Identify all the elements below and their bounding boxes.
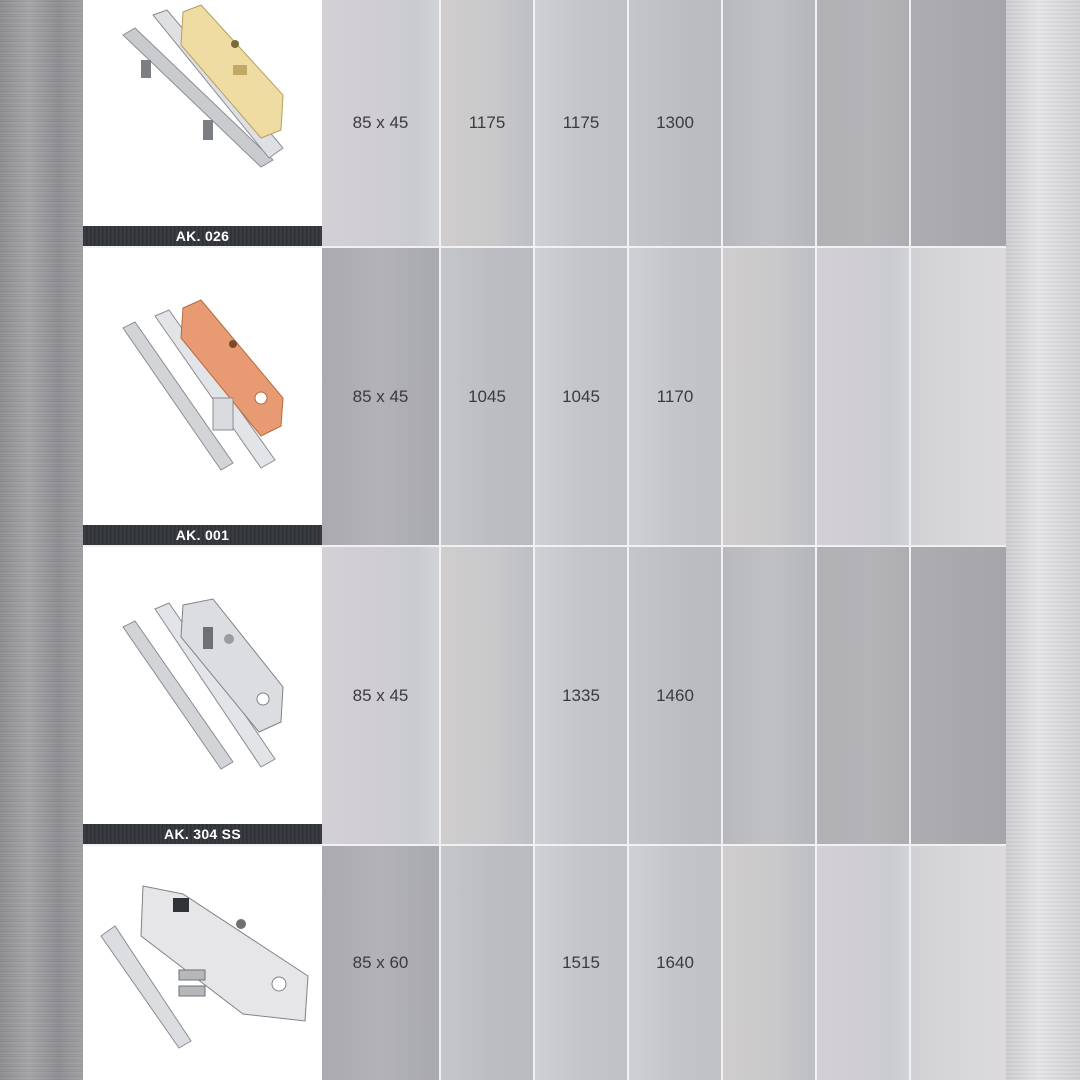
row-divider — [83, 844, 1006, 846]
dimensions-cell: 85 x 45 — [322, 547, 439, 844]
empty-cell — [817, 248, 909, 545]
price-cell: 1170 — [629, 248, 721, 545]
empty-cell — [911, 547, 1006, 844]
price-cell: 1460 — [629, 547, 721, 844]
price-cell: 1045 — [535, 248, 627, 545]
dimensions-cell: 85 x 60 — [322, 846, 439, 1080]
row-divider — [83, 545, 1006, 547]
dimensions-cell: 85 x 45 — [322, 248, 439, 545]
product-model-label: AK. 001 — [83, 525, 322, 545]
price-cell: 1175 — [441, 0, 533, 246]
empty-cell — [817, 547, 909, 844]
column-divider — [627, 0, 629, 1080]
empty-cell — [723, 846, 815, 1080]
mortise-lock-icon — [83, 547, 322, 824]
product-image-cell — [83, 0, 322, 246]
product-model-label: AK. 304 SS — [83, 824, 322, 844]
empty-cell — [723, 0, 815, 246]
column-divider — [909, 0, 911, 1080]
product-model-label: AK. 026 — [83, 226, 322, 246]
row-divider — [83, 246, 1006, 248]
price-cell — [441, 547, 533, 844]
column-divider — [439, 0, 441, 1080]
price-cell: 1175 — [535, 0, 627, 246]
price-cell: 1335 — [535, 547, 627, 844]
column-divider — [815, 0, 817, 1080]
mortise-lock-icon — [83, 0, 322, 226]
price-cell: 1515 — [535, 846, 627, 1080]
dimensions-cell: 85 x 45 — [322, 0, 439, 246]
column-divider — [721, 0, 723, 1080]
product-image-cell — [83, 846, 322, 1080]
empty-cell — [723, 248, 815, 545]
table-row — [83, 0, 1006, 246]
empty-cell — [723, 547, 815, 844]
column-divider — [533, 0, 535, 1080]
table-row — [83, 846, 1006, 1080]
empty-cell — [817, 0, 909, 246]
price-cell: 1045 — [441, 248, 533, 545]
mortise-lock-icon — [83, 248, 322, 525]
table-row — [83, 248, 1006, 545]
table-row — [83, 547, 1006, 844]
brushed-metal-left-panel — [0, 0, 83, 1080]
price-cell: 1300 — [629, 0, 721, 246]
product-image-cell — [83, 248, 322, 545]
empty-cell — [911, 846, 1006, 1080]
mortise-lock-icon — [83, 846, 322, 1080]
price-cell: 1640 — [629, 846, 721, 1080]
empty-cell — [911, 0, 1006, 246]
empty-cell — [817, 846, 909, 1080]
price-cell — [441, 846, 533, 1080]
product-image-cell — [83, 547, 322, 844]
empty-cell — [911, 248, 1006, 545]
brushed-metal-right-panel — [1006, 0, 1080, 1080]
